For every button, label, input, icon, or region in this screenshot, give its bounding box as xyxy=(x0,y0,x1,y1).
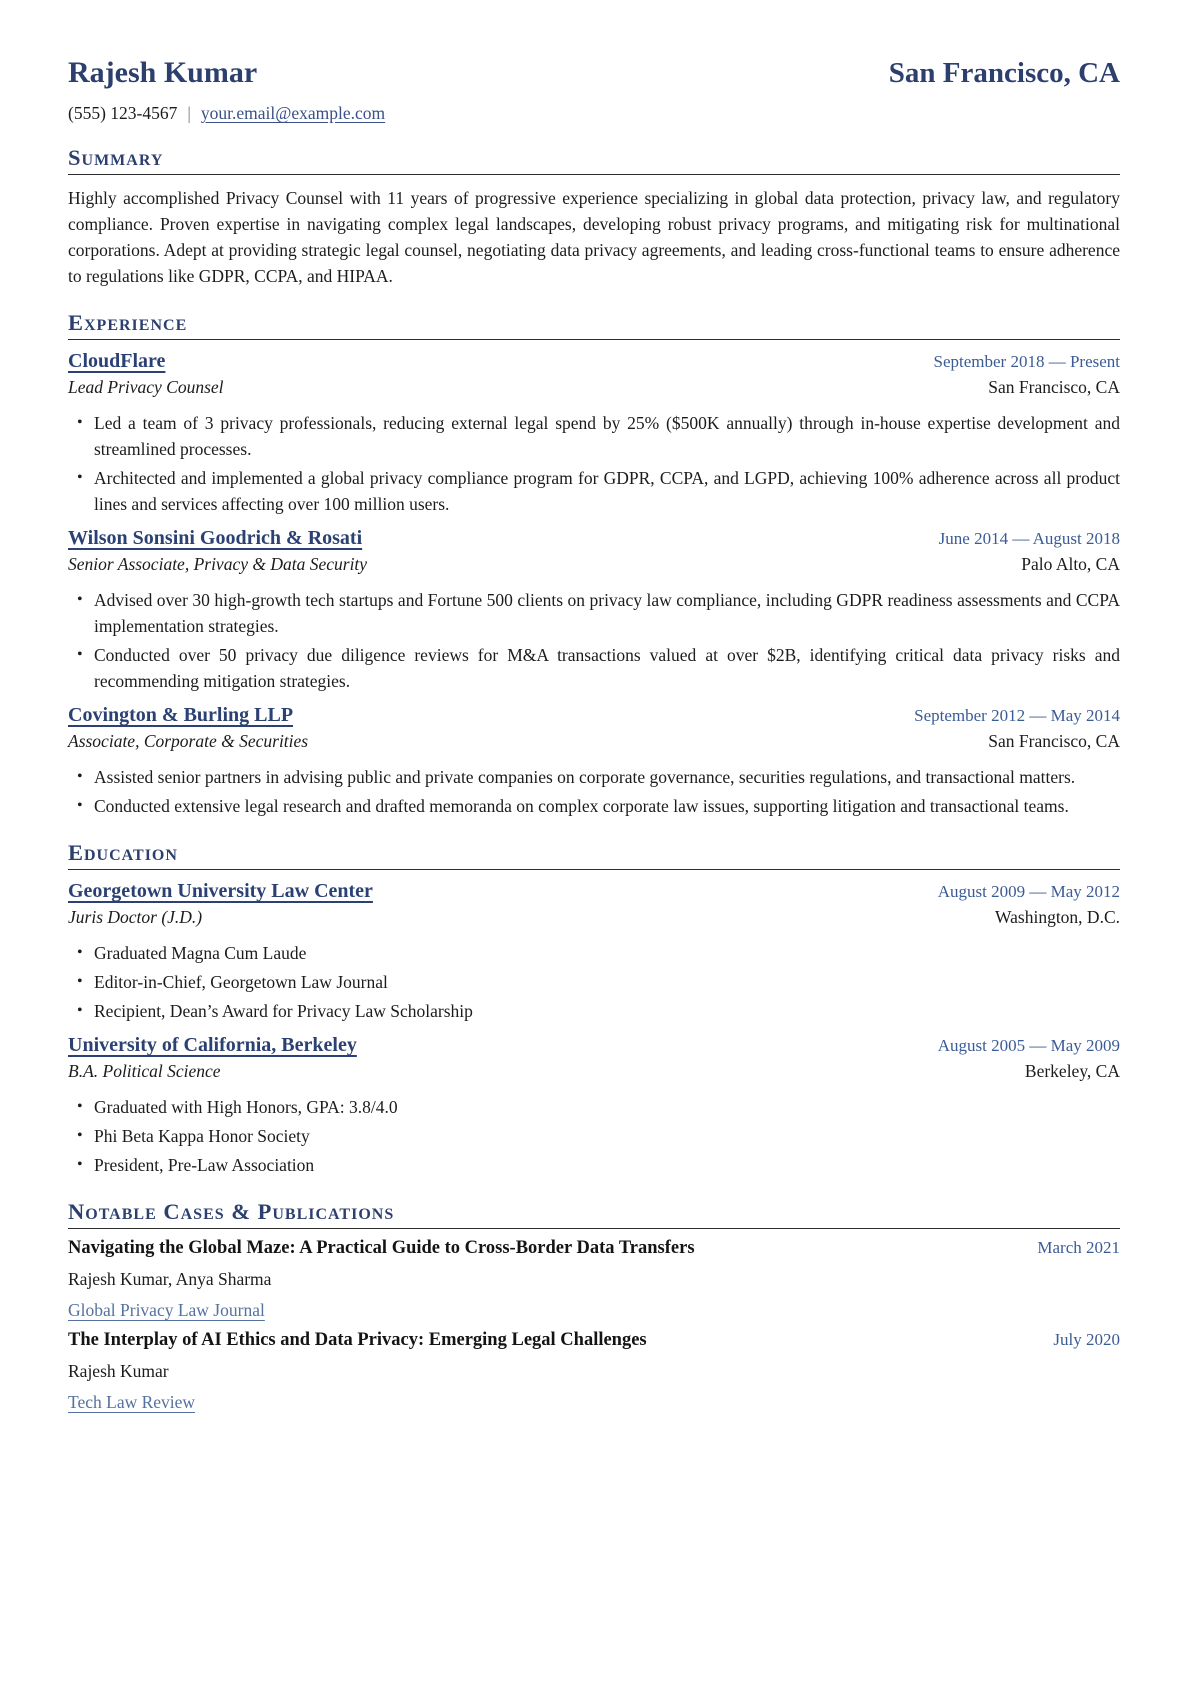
entry-subheader-row xyxy=(68,554,1120,575)
publication-authors: Rajesh Kumar xyxy=(68,1361,169,1381)
bullet-item: • Assisted senior partners in advising public and private companies on corporate governance, securities regulations, and transactional matters. xyxy=(94,764,1120,790)
publication-entry xyxy=(68,1330,1120,1413)
entry-subheader-row xyxy=(68,907,1120,928)
entry-subheader-row xyxy=(68,377,1120,398)
job-location: San Francisco, CA xyxy=(988,731,1120,751)
publication-date: March 2021 xyxy=(1037,1238,1120,1257)
journal-link-global-privacy-law-journal[interactable]: Global Privacy Law Journal xyxy=(68,1300,265,1320)
publication-journal-row xyxy=(68,1300,1120,1321)
education-bullets xyxy=(68,1094,1120,1178)
bullet-item: • Recipient, Dean’s Award for Privacy Law Scholarship xyxy=(94,998,1120,1024)
entry-header-row xyxy=(68,704,1120,727)
experience-entry-covington xyxy=(68,704,1120,819)
entry-header-row xyxy=(68,350,1120,373)
phone-number: (555) 123-4567 xyxy=(68,103,178,123)
email-link[interactable]: your.email@example.com xyxy=(200,103,386,123)
publication-title-row xyxy=(68,1238,1120,1259)
entry-dates: June 2014 — August 2018 xyxy=(938,529,1120,548)
bullet-item: • President, Pre-Law Association xyxy=(94,1152,1120,1178)
entry-dates: September 2012 — May 2014 xyxy=(914,706,1120,725)
bullet-item: • Editor-in-Chief, Georgetown Law Journal xyxy=(94,969,1120,995)
company-link-covington[interactable]: Covington & Burling LLP xyxy=(68,704,294,726)
entry-dates: September 2018 — Present xyxy=(933,352,1120,371)
job-title: Associate, Corporate & Securities xyxy=(68,731,309,751)
entry-subheader-row xyxy=(68,731,1120,752)
bullet-item: • Graduated Magna Cum Laude xyxy=(94,940,1120,966)
summary-text: Highly accomplished Privacy Counsel with 11 years of progressive experience specializing in global data protection, privacy law, and regulatory compliance. Proven expertise in navigating complex legal landscapes, developing robust privacy programs, and mitigating risk for multinational corporations. Adept at providing strategic legal counsel, negotiating data privacy agreements, and leading cross-functional teams to ensure adherence to regulations like GDPR, CCPA, and HIPAA. xyxy=(68,188,1120,286)
entry-dates: August 2009 — May 2012 xyxy=(937,882,1120,901)
school-location: Washington, D.C. xyxy=(995,907,1120,927)
journal-link-tech-law-review[interactable]: Tech Law Review xyxy=(68,1392,196,1412)
publication-title: Navigating the Global Maze: A Practical Guide to Cross-Border Data Transfers xyxy=(68,1238,695,1258)
experience-entry-wilson-sonsini xyxy=(68,527,1120,694)
publication-entry xyxy=(68,1238,1120,1321)
degree: Juris Doctor (J.D.) xyxy=(68,907,203,927)
experience-bullets xyxy=(68,587,1120,694)
company-link-wilson-sonsini[interactable]: Wilson Sonsini Goodrich & Rosati xyxy=(68,527,363,549)
company-link-cloudflare[interactable]: CloudFlare xyxy=(68,350,166,372)
experience-bullets xyxy=(68,764,1120,819)
entry-subheader-row xyxy=(68,1061,1120,1082)
education-entry-georgetown xyxy=(68,880,1120,1024)
bullet-item: • Architected and implemented a global privacy compliance program for GDPR, CCPA, and LGPD, achieving 100% adherence across all product lines and services affecting over 100 million users. xyxy=(94,465,1120,517)
experience-bullets xyxy=(68,410,1120,517)
entry-header-row xyxy=(68,1034,1120,1057)
publication-title: The Interplay of AI Ethics and Data Privacy: Emerging Legal Challenges xyxy=(68,1330,647,1350)
experience-entry-cloudflare xyxy=(68,350,1120,517)
publications-heading: Notable Cases & Publications xyxy=(68,1199,1120,1229)
job-location: San Francisco, CA xyxy=(988,377,1120,397)
contact-separator: | xyxy=(187,103,191,123)
degree: B.A. Political Science xyxy=(68,1061,221,1081)
entry-dates: August 2005 — May 2009 xyxy=(937,1036,1120,1055)
bullet-item: • Advised over 30 high-growth tech startups and Fortune 500 clients on privacy law compliance, including GDPR readiness assessments and CCPA implementation strategies. xyxy=(94,587,1120,639)
bullet-item: • Led a team of 3 privacy professionals, reducing external legal spend by 25% ($500K annually) through in-house expertise development and streamlined processes. xyxy=(94,410,1120,462)
publication-date: July 2020 xyxy=(1053,1330,1120,1349)
job-title: Senior Associate, Privacy & Data Security xyxy=(68,554,368,574)
education-bullets xyxy=(68,940,1120,1024)
header-location: San Francisco, CA xyxy=(888,57,1120,89)
summary-heading: Summary xyxy=(68,145,1120,175)
bullet-item: • Conducted over 50 privacy due diligence reviews for M&A transactions valued at over $2B, identifying critical data privacy risks and recommending mitigation strategies. xyxy=(94,642,1120,694)
bullet-item: • Conducted extensive legal research and drafted memoranda on complex corporate law issues, supporting litigation and transactional teams. xyxy=(94,793,1120,819)
job-location: Palo Alto, CA xyxy=(1021,554,1120,574)
bullet-item: • Phi Beta Kappa Honor Society xyxy=(94,1123,1120,1149)
experience-heading: Experience xyxy=(68,310,1120,340)
school-link-berkeley[interactable]: University of California, Berkeley xyxy=(68,1034,357,1056)
publication-authors: Rajesh Kumar, Anya Sharma xyxy=(68,1269,272,1289)
entry-header-row xyxy=(68,880,1120,903)
bullet-item: • Graduated with High Honors, GPA: 3.8/4.0 xyxy=(94,1094,1120,1120)
job-title: Lead Privacy Counsel xyxy=(68,377,224,397)
person-name: Rajesh Kumar xyxy=(68,56,258,89)
publication-journal-row xyxy=(68,1392,1120,1413)
entry-header-row xyxy=(68,527,1120,550)
school-location: Berkeley, CA xyxy=(1024,1061,1120,1081)
education-entry-berkeley xyxy=(68,1034,1120,1178)
school-link-georgetown[interactable]: Georgetown University Law Center xyxy=(68,880,373,902)
publication-title-row xyxy=(68,1330,1120,1351)
education-heading: Education xyxy=(68,840,1120,870)
resume-header xyxy=(68,56,1120,90)
contact-line xyxy=(68,103,1120,124)
